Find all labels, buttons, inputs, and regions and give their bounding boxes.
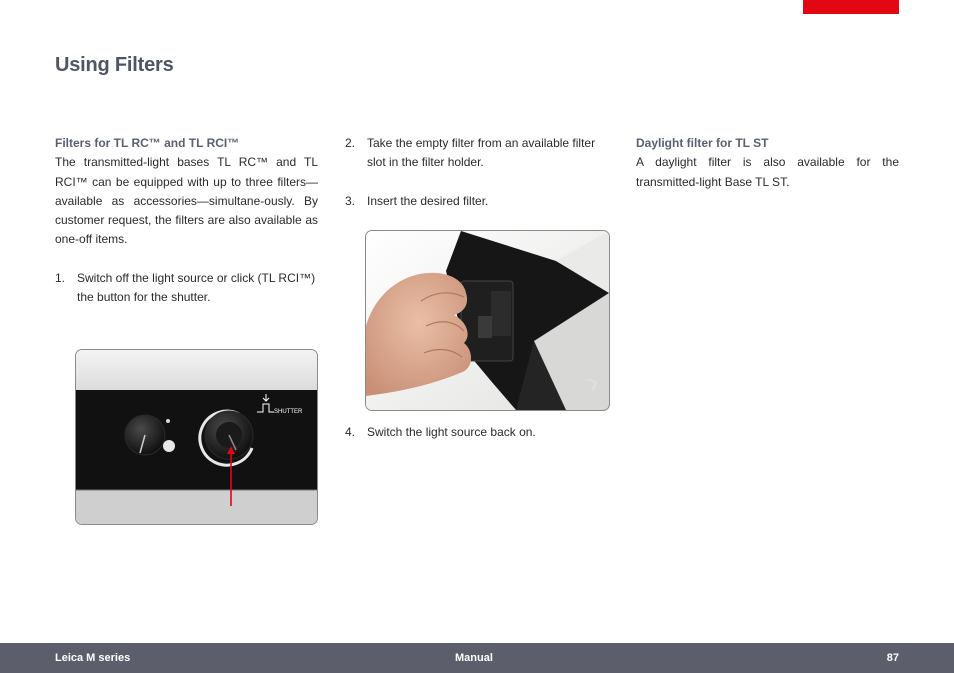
filter-insert-photo — [365, 230, 610, 411]
step-number: 3. — [345, 193, 356, 208]
column-middle-lower — [345, 423, 610, 442]
footer-page-number: 87 — [886, 652, 899, 664]
step-text: Insert the desired filter. — [367, 193, 489, 208]
step-2 — [345, 134, 610, 173]
chapter-marker-tab — [803, 0, 899, 14]
daylight-paragraph: A daylight filter is also available for the transmitted-light Base TL ST. — [636, 155, 899, 189]
intro-paragraph: The transmitted-light bases TL RC™ and TL RCI™ can be equipped with up to three filters—available as accessories—simultane-ously. By customer request, the filters are also available as one-off items. — [55, 155, 318, 247]
step-number: 1. — [55, 270, 66, 285]
step-text: Take the empty filter from an available filter slot in the filter holder. — [367, 136, 596, 170]
step-number: 2. — [345, 136, 356, 150]
step-text: Switch the light source back on. — [367, 425, 536, 439]
column-left — [55, 134, 318, 307]
page-footer — [0, 643, 954, 673]
shutter-label: SHUTTER — [274, 409, 303, 415]
section-heading-tl-rc: Filters for TL RC™ and TL RCI™ — [55, 136, 240, 150]
step-text: Switch off the light source or click (TL RCI™) the button for the shutter. — [77, 270, 316, 305]
step-4 — [345, 423, 610, 442]
step-number: 4. — [345, 425, 356, 439]
step-1 — [55, 269, 318, 308]
shutter-control-photo — [75, 349, 318, 525]
step-3 — [345, 192, 610, 211]
footer-document-type: Manual — [455, 652, 493, 664]
section-heading-daylight-filter: Daylight filter for TL ST — [636, 136, 769, 150]
column-right — [636, 134, 899, 192]
footer-product-name: Leica M series — [55, 652, 131, 664]
column-middle — [345, 134, 610, 211]
page-title: Using Filters — [55, 54, 174, 76]
